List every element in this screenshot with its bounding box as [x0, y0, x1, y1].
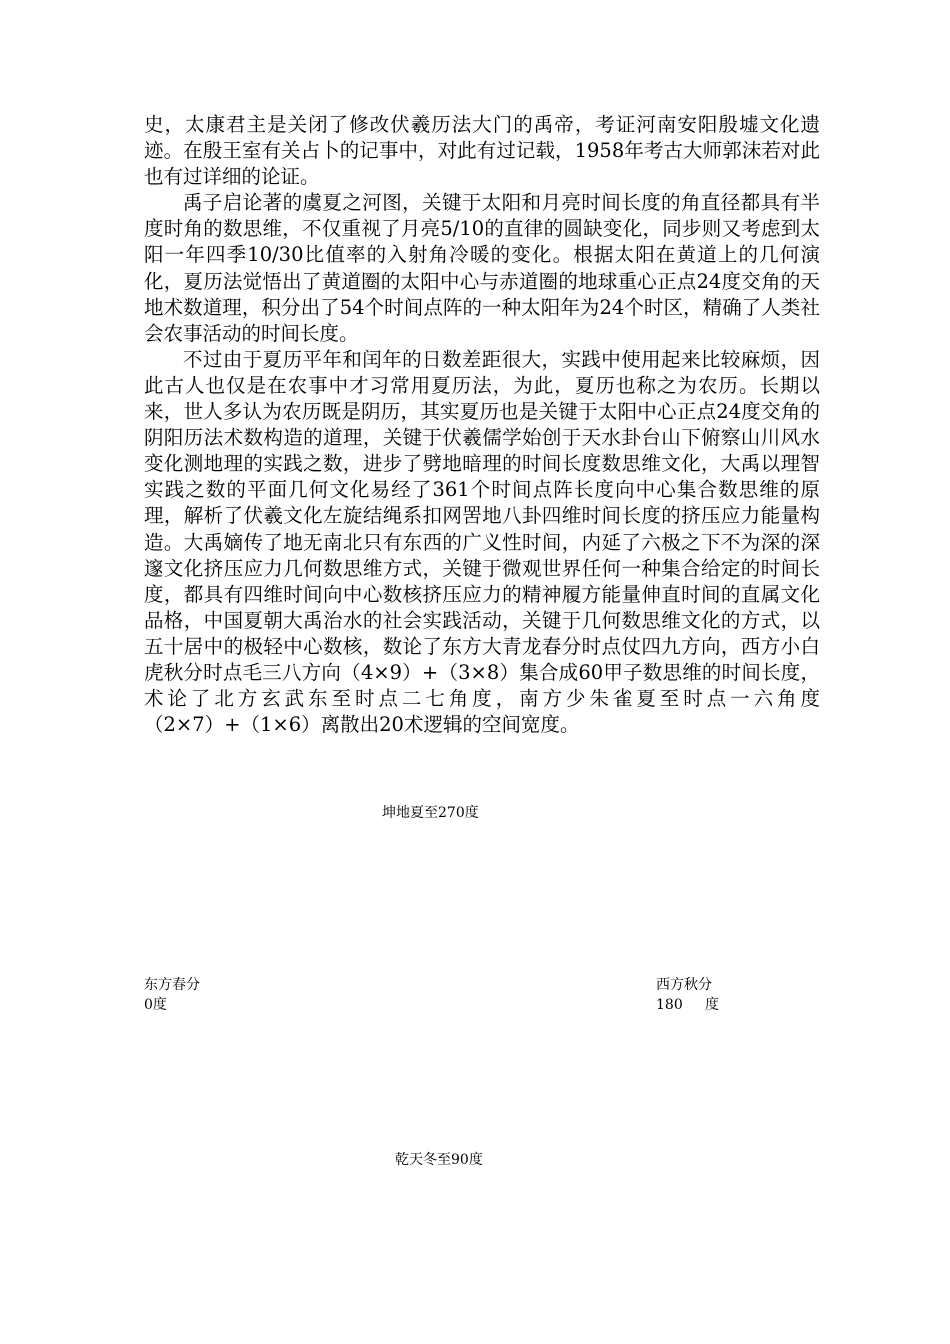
diagram-label-autumn-equinox-degree: 180 度	[656, 997, 719, 1013]
diagram-label-autumn-equinox: 西方秋分	[656, 977, 712, 993]
paragraph-3: 不过由于夏历平年和闰年的日数差距很大，实践中使用起来比较麻烦，因此古人也仅是在农事中才习常用夏历法，为此，夏历也称之为农历。长期以来，世人多认为农历既是阴历，其实夏历也是关键于太阳中心正点24度交角的阴阳历法术数构造的道理，关键于伏羲儒学始创于天水卦台山下俯察山川风水变化测地理的实践之数，进步了劈地暗理的时间长度数思维文化，大禹以理智实践之数的平面几何文化易经了361个时间点阵长度向中心集合数思维的原理，解析了伏羲文化左旋结绳系扣网罟地八卦四维时间长度的挤压应力能量构造。大禹嫡传了地无南北只有东西的广义性时间，内延了六极之下不为深的深邃文化挤压应力几何数思维方式，关键于微观世界任何一种集合给定的时间长度，都具有四维时间向中心数核挤压应力的精神履方能量伸直时间的直属文化品格，中国夏朝大禹治水的社会实践活动，关键于几何数思维文化的方式，以五十居中的极轻中心数核，数论了东方大青龙春分时点仗四九方向，西方小白虎秋分时点毛三八方向（4×9）+（3×8）集合成60甲子数思维的时间长度，术论了北方玄武东至时点二七角度，南方少朱雀夏至时点一六角度（2×7）+（1×6）离散出20术逻辑的空间宽度。	[144, 347, 820, 737]
diagram-label-winter-solstice: 乾天冬至90度	[395, 1152, 483, 1168]
paragraph-1: 史，太康君主是关闭了修改伏羲历法大门的禹帝，考证河南安阳殷墟文化遗迹。在殷王室有关占卜的记事中，对此有过记载，1958年考古大师郭沫若对此也有过详细的论证。	[144, 113, 820, 189]
paragraph-2: 禹子启论著的虞夏之河图，关键于太阳和月亮时间长度的角直径都具有半度时角的数思维，不仅重视了月亮5/10的直律的圆缺变化，同步则又考虑到太阳一年四季10/30比值率的入射角冷暖的变化。根据太阳在黄道上的几何演化，夏历法觉悟出了黄道圈的太阳中心与赤道圈的地球重心正点24度交角的天地术数道理，积分出了54个时间点阵的一种太阳年为24个时区，精确了人类社会农事活动的时间长度。	[144, 191, 820, 345]
diagram-label-spring-equinox-degree: 0度	[144, 997, 167, 1013]
diagram-label-spring-equinox: 东方春分	[144, 977, 200, 993]
body-text	[144, 112, 820, 738]
diagram-label-summer-solstice: 坤地夏至270度	[382, 805, 479, 821]
